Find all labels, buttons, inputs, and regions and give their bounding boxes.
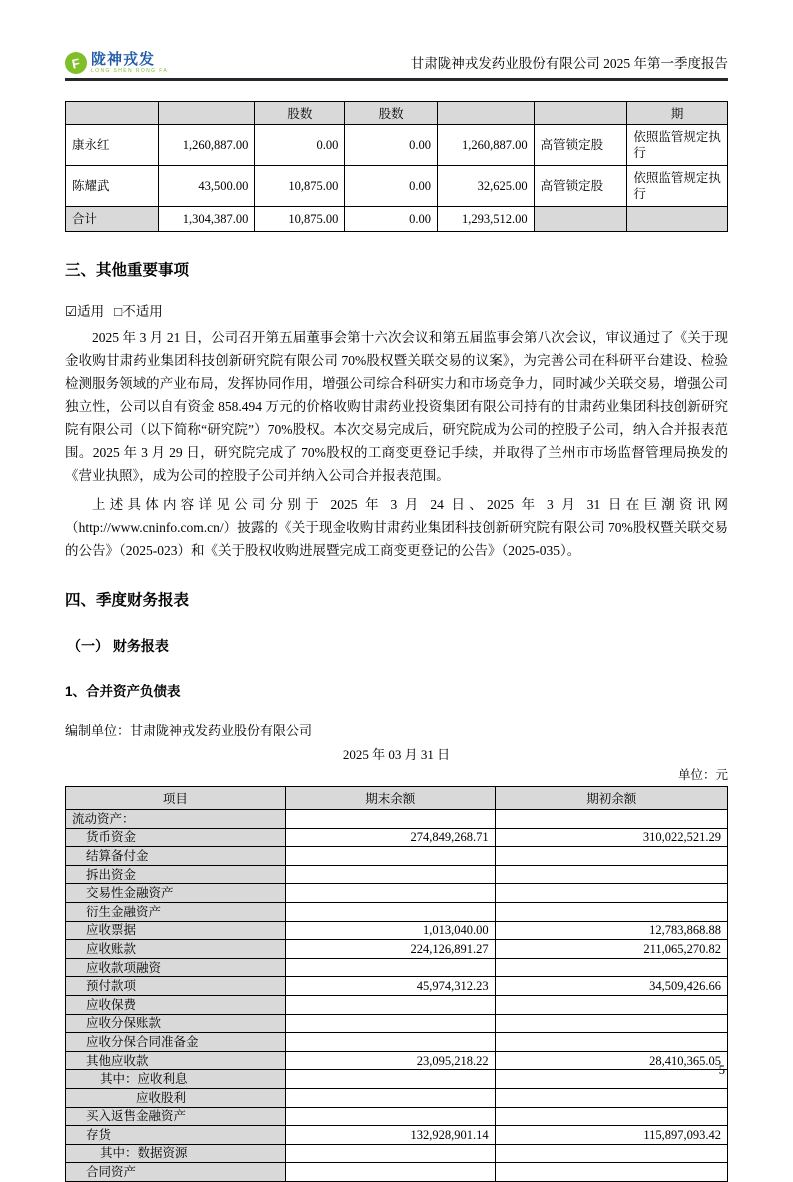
- table-cell: 32,625.00: [438, 166, 535, 207]
- checkbox-not-applicable: □不适用: [114, 304, 163, 319]
- value-cell: [285, 1163, 495, 1182]
- item-label-cell: 流动资产：: [66, 810, 286, 829]
- value-cell: [495, 1070, 727, 1089]
- balance-sheet-row: [66, 1107, 728, 1126]
- table-row: [66, 166, 728, 207]
- table-cell: 依照监管规定执行: [627, 166, 728, 207]
- value-cell: [495, 810, 727, 829]
- item-label-cell: 应收款项融资: [66, 958, 286, 977]
- column-header: 股数: [255, 102, 345, 125]
- value-cell: 211,065,270.82: [495, 940, 727, 959]
- balance-sheet-row: [66, 1088, 728, 1107]
- table-cell: 0.00: [345, 166, 438, 207]
- table-cell: 0.00: [345, 207, 438, 232]
- value-cell: [285, 884, 495, 903]
- balance-sheet-body: [66, 810, 728, 1182]
- value-cell: [495, 1163, 727, 1182]
- column-header: [66, 102, 159, 125]
- value-cell: [285, 1144, 495, 1163]
- value-cell: 23,095,218.22: [285, 1051, 495, 1070]
- applicability-line: [65, 300, 728, 320]
- table-cell: 10,875.00: [255, 207, 345, 232]
- column-header: [158, 102, 255, 125]
- table-cell: 高管锁定股: [534, 125, 627, 166]
- table-cell: 高管锁定股: [534, 166, 627, 207]
- column-header: 期: [627, 102, 728, 125]
- column-header: 期末余额: [285, 787, 495, 810]
- table-cell: 0.00: [345, 125, 438, 166]
- balance-sheet-row: [66, 884, 728, 903]
- checkbox-applicable-checked: ☑适用: [65, 304, 105, 319]
- page-number: 5: [718, 1063, 725, 1077]
- table-cell: 43,500.00: [158, 166, 255, 207]
- value-cell: [495, 847, 727, 866]
- value-cell: 115,897,093.42: [495, 1126, 727, 1145]
- balance-sheet-header: [66, 787, 728, 810]
- table-cell: 10,875.00: [255, 166, 345, 207]
- item-label-cell: 应收股利: [66, 1088, 286, 1107]
- company-logo-icon: F: [65, 52, 87, 74]
- balance-sheet-row: [66, 1033, 728, 1052]
- value-cell: [285, 847, 495, 866]
- section-heading-financial-statements: 四、季度财务报表: [65, 592, 190, 609]
- value-cell: [495, 1107, 727, 1126]
- value-cell: [285, 958, 495, 977]
- item-label-cell: 交易性金融资产: [66, 884, 286, 903]
- value-cell: 34,509,426.66: [495, 977, 727, 996]
- item-label-cell: 应收票据: [66, 921, 286, 940]
- balance-sheet-row: [66, 865, 728, 884]
- table-cell: 陈耀武: [66, 166, 159, 207]
- item-label-cell: 买入返售金融资产: [66, 1107, 286, 1126]
- balance-sheet-row: [66, 902, 728, 921]
- item-label-cell: 合同资产: [66, 1163, 286, 1182]
- paragraph-acquisition: 2025 年 3 月 21 日，公司召开第五届董事会第十六次会议和第五届监事会第八次会议，审议通过了《关于现金收购甘肃药业集团科技创新研究院有限公司 70%股权暨关联交易的议案》，为完善公司在科研平台建设、检验检测服务领域的产业布局，发挥协同作用，增强公司综合科研实力和市场竞争力，同时减少关联交易，增强公司独立性，公司以自有资金 858.494 万元的价格收购甘肃药业投资集团有限公司持有的甘肃药业集团科技创新研究院有限公司（以下简称“研究院”）70%股权。本次交易完成后，研究院成为公司的控股子公司，纳入合并报表范围。2025 年 3 月 29 日，研究院完成了 70%股权的工商变更登记手续，并取得了兰州市市场监督管理局换发的《营业执照》，成为公司的控股子公司并纳入公司合并报表范围。: [65, 330, 728, 483]
- balance-sheet-row: [66, 1144, 728, 1163]
- item-label-cell: 拆出资金: [66, 865, 286, 884]
- balance-sheet-row: [66, 847, 728, 866]
- item-label-cell: 其他应收款: [66, 1051, 286, 1070]
- logo-english-text: LONG SHEN RONG FA: [91, 68, 169, 74]
- table-cell: 合计: [66, 207, 159, 232]
- item-label-cell: 存货: [66, 1126, 286, 1145]
- value-cell: 132,928,901.14: [285, 1126, 495, 1145]
- item-label-cell: 其中：数据资源: [66, 1144, 286, 1163]
- column-header: 期初余额: [495, 787, 727, 810]
- balance-sheet-row: [66, 958, 728, 977]
- value-cell: [285, 902, 495, 921]
- value-cell: 310,022,521.29: [495, 828, 727, 847]
- value-cell: [285, 1070, 495, 1089]
- value-cell: [495, 1014, 727, 1033]
- logo-chinese-text: 陇神戎发: [91, 51, 156, 68]
- item-label-cell: 预付款项: [66, 977, 286, 996]
- value-cell: 28,410,365.05: [495, 1051, 727, 1070]
- column-header: 项目: [66, 787, 286, 810]
- value-cell: 1,013,040.00: [285, 921, 495, 940]
- table-cell: 依照监管规定执行: [627, 125, 728, 166]
- item-label-cell: 结算备付金: [66, 847, 286, 866]
- value-cell: [495, 902, 727, 921]
- table-cell: 1,304,387.00: [158, 207, 255, 232]
- prepared-by-line: 编制单位：甘肃陇神戎发药业股份有限公司: [65, 723, 313, 738]
- item-label-cell: 应收分保账款: [66, 1014, 286, 1033]
- value-cell: [285, 1107, 495, 1126]
- value-cell: [495, 865, 727, 884]
- item-label-cell: 货币资金: [66, 828, 286, 847]
- table-cell: 1,260,887.00: [158, 125, 255, 166]
- value-cell: [285, 995, 495, 1014]
- balance-sheet-row: [66, 1070, 728, 1089]
- balance-sheet-row: [66, 921, 728, 940]
- subsection-balance-sheet: 1、合并资产负债表: [65, 684, 181, 699]
- balance-sheet-row: [66, 940, 728, 959]
- balance-sheet-row: [66, 1126, 728, 1145]
- table-cell: 康永红: [66, 125, 159, 166]
- table-cell: 1,293,512.00: [438, 207, 535, 232]
- table-cell: 1,260,887.00: [438, 125, 535, 166]
- company-logo: [65, 52, 168, 74]
- value-cell: [495, 1144, 727, 1163]
- value-cell: [285, 865, 495, 884]
- lockup-table-body: [66, 125, 728, 232]
- lockup-table-header: [66, 102, 728, 125]
- table-header-row: [66, 787, 728, 810]
- balance-sheet-row: [66, 995, 728, 1014]
- header-divider: [65, 78, 728, 81]
- paragraph-disclosure: 上述具体内容详见公司分别于 2025 年 3 月 24 日、2025 年 3 月 31 日在巨潮资讯网（http://www.cninfo.com.cn/）披露的《关于现金收购甘肃药业集团科技创新研究院有限公司 70%股权暨关联交易的公告》（2025-023）和《关于股权收购进展暨完成工商变更登记的公告》（2025-035）。: [65, 497, 728, 558]
- balance-sheet-table: [65, 786, 728, 1182]
- value-cell: [495, 884, 727, 903]
- balance-sheet-row: [66, 828, 728, 847]
- value-cell: [495, 1033, 727, 1052]
- table-row: [66, 207, 728, 232]
- value-cell: [285, 1014, 495, 1033]
- value-cell: [285, 1088, 495, 1107]
- balance-sheet-row: [66, 1051, 728, 1070]
- value-cell: 274,849,268.71: [285, 828, 495, 847]
- item-label-cell: 应收分保合同准备金: [66, 1033, 286, 1052]
- value-cell: 224,126,891.27: [285, 940, 495, 959]
- value-cell: [495, 958, 727, 977]
- balance-sheet-row: [66, 1014, 728, 1033]
- column-header: [438, 102, 535, 125]
- report-title: 甘肃陇神戎发药业股份有限公司 2025 年第一季度报告: [410, 56, 728, 71]
- statement-date: 2025 年 03 月 31 日: [342, 747, 451, 762]
- balance-sheet-row: [66, 977, 728, 996]
- item-label-cell: 应收保费: [66, 995, 286, 1014]
- table-header-row: [66, 102, 728, 125]
- balance-sheet-row: [66, 810, 728, 829]
- item-label-cell: 衍生金融资产: [66, 902, 286, 921]
- column-header: 股数: [345, 102, 438, 125]
- value-cell: 45,974,312.23: [285, 977, 495, 996]
- table-cell: 0.00: [255, 125, 345, 166]
- table-row: [66, 125, 728, 166]
- column-header: [534, 102, 627, 125]
- item-label-cell: 其中：应收利息: [66, 1070, 286, 1089]
- value-cell: [285, 1033, 495, 1052]
- section-heading-other-matters: 三、其他重要事项: [65, 262, 190, 279]
- currency-unit: 单位：元: [677, 768, 728, 782]
- value-cell: 12,783,868.88: [495, 921, 727, 940]
- value-cell: [285, 810, 495, 829]
- item-label-cell: 应收账款: [66, 940, 286, 959]
- table-cell: [534, 207, 627, 232]
- value-cell: [495, 1088, 727, 1107]
- page-header: [65, 44, 728, 74]
- subsection-financial-statements: （一） 财务报表: [67, 638, 169, 654]
- balance-sheet-row: [66, 1163, 728, 1182]
- table-cell: [627, 207, 728, 232]
- value-cell: [495, 995, 727, 1014]
- lockup-shares-table: [65, 101, 728, 232]
